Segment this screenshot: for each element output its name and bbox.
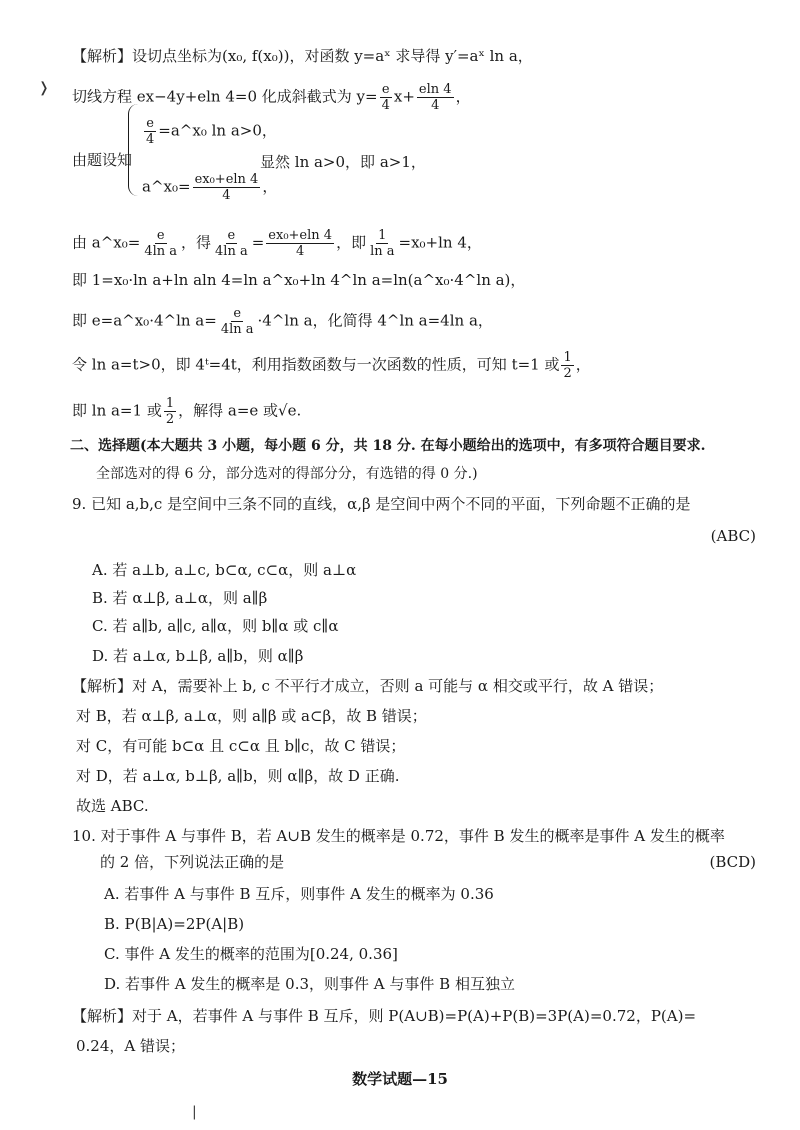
system-eq-2: a^x₀= $\frac{\text{ex₀+eln 4}}{4}$ ， — [142, 172, 278, 203]
pen-mark-bottom: | — [192, 1104, 197, 1120]
solution-line-5: 即 1=x₀·ln a+ln aln 4=ln a^x₀+ln 4^ln a=ln(a^x₀·4^ln a)， — [72, 271, 526, 289]
pen-mark-left: ❭ — [38, 80, 50, 96]
q10-option-a: A. 若事件 A 与事件 B 互斥，则事件 A 发生的概率为 0.36 — [104, 885, 494, 903]
question-10: 10. 对于事件 A 与事件 B，若 A∪B 发生的概率是 0.72，事件 B 发生的概率是事件 A 发生的概率 — [72, 827, 725, 845]
system-conclusion: 显然 ln a>0，即 a>1， — [260, 153, 426, 171]
q10-solution-2: 0.24，A 错误； — [76, 1037, 185, 1055]
q9-option-b: B. 若 α⊥β, a⊥α，则 a∥β — [92, 589, 268, 607]
q10-option-d: D. 若事件 A 发生的概率是 0.3，则事件 A 与事件 B 相互独立 — [104, 975, 515, 993]
q9-option-d: D. 若 a⊥α, b⊥β, a∥b，则 α∥β — [92, 647, 304, 665]
solution-line-6: 即 e=a^x₀·4^ln a= $\frac{e}{\text{4ln a}}$ ·4^ln a，化简得 4^ln a=4ln a， — [72, 306, 493, 337]
q10-option-b: B. P(B|A)=2P(A|B) — [104, 915, 245, 933]
solution-line-7: 令 ln a=t>0，即 4ᵗ=4t，利用指数函数与一次函数的性质，可知 t=1 或 $\frac{1}{2}$ ， — [72, 350, 591, 381]
question-10-answer: (BCD) — [709, 853, 756, 871]
section-header-2: 全部选对的得 6 分，部分选对的得部分分，有选错的得 0 分.) — [96, 466, 478, 482]
system-eq-1: $\frac{e}{4}$ =a^x₀ ln a>0， — [146, 116, 277, 147]
solution-line-8: 即 ln a=1 或 $\frac{1}{2}$ ，解得 a=e 或√e. — [72, 396, 302, 427]
q10-option-c: C. 事件 A 发生的概率的范围为[0.24, 0.36] — [104, 945, 398, 963]
fraction-e-over-4: $\frac{e}{4}$ — [381, 82, 390, 113]
q9-solution-5: 故选 ABC. — [76, 797, 149, 815]
q9-solution-2: 对 B，若 α⊥β, a⊥α，则 a∥β 或 a⊂β，故 B 错误； — [76, 707, 427, 725]
question-9: 9. 已知 a,b,c 是空间中三条不同的直线，α,β 是空间中两个不同的平面，下列命题不正确的是 — [72, 495, 691, 513]
solution-line-1: 【解析】设切点坐标为(x₀, f(x₀))，对函数 y=aˣ 求导得 y′=aˣ ln a， — [72, 47, 533, 65]
q9-solution-4: 对 D，若 a⊥α, b⊥β, a∥b，则 α∥β，故 D 正确. — [76, 767, 400, 785]
q9-solution-1: 【解析】对 A，需要补上 b, c 不平行才成立，否则 a 可能与 α 相交或平行，故 A 错误； — [72, 677, 664, 695]
q9-option-c: C. 若 a∥b, a∥c, a∥α，则 b∥α 或 c∥α — [92, 617, 339, 635]
fraction-eln4-over-4: $\frac{eln 4}{4}$ — [418, 82, 452, 113]
question-10-cont: 的 2 倍，下列说法正确的是 — [100, 853, 285, 871]
q9-solution-3: 对 C，有可能 b⊂α 且 c⊂α 且 b∥c，故 C 错误； — [76, 737, 406, 755]
page-footer: 数学试题—15 — [352, 1070, 448, 1088]
q10-solution-1: 【解析】对于 A，若事件 A 与事件 B 互斥，则 P(A∪B)=P(A)+P(B)=3P(A)=0.72，P(A)= — [72, 1007, 697, 1025]
solution-line-2: 切线方程 ex−4y+eln 4=0 化成斜截式为 y= $\frac{e}{4}$ x+ $\frac{eln 4}{4}$ ， — [72, 82, 471, 113]
solution-line-4: 由 a^x₀= $\frac{e}{\text{4ln a}}$ ，得 $\frac{e}{\text{4ln a}}$ = $\frac{\text{ex₀+eln 4}}{4}$ ，即 $\frac{1}{\text{ln a}}$ =x₀+ln 4， — [72, 228, 482, 259]
tangent-text: 切线方程 ex−4y+eln 4=0 化成斜截式为 y= — [72, 87, 378, 106]
q9-option-a: A. 若 a⊥b, a⊥c, b⊂α, c⊂α，则 a⊥α — [92, 561, 357, 579]
system-brace — [128, 104, 139, 196]
system-label: 由题设知 — [72, 151, 133, 169]
question-9-answer: (ABC) — [710, 527, 756, 545]
section-header: 二、选择题(本大题共 3 小题，每小题 6 分，共 18 分. 在每小题给出的选项中，有多项符合题目要求. — [70, 438, 706, 454]
